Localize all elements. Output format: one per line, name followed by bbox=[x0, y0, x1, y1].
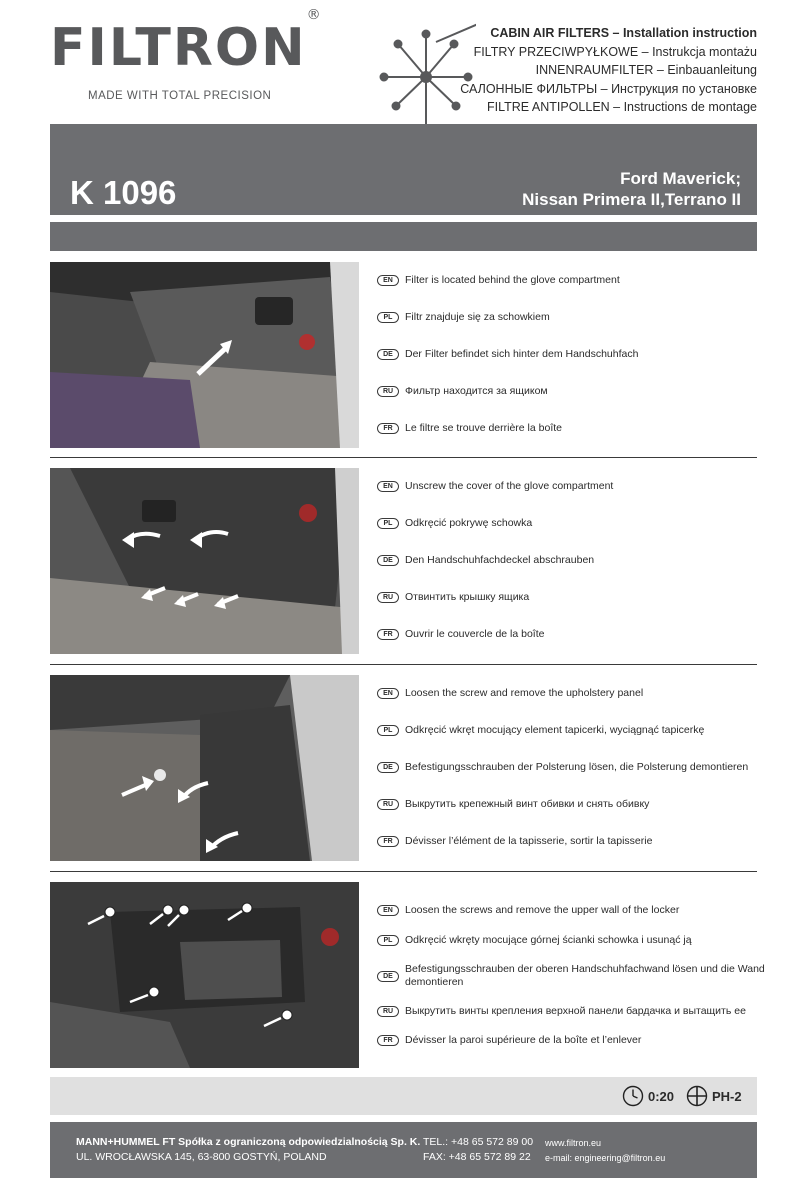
company-address: UL. WROCŁAWSKA 145, 63-800 GOSTYŃ, POLAND bbox=[76, 1151, 327, 1163]
step-4-pl: PL Odkręcić wkręty mocujące górnej ścianki schowka i usunąć ją bbox=[377, 934, 765, 947]
title-pl: FILTRY PRZECIWPYŁKOWE – Instrukcja montażu bbox=[473, 44, 757, 59]
lang-badge: PL bbox=[377, 312, 399, 323]
step-3-de: DE Befestigungsschrauben der Polsterung lösen, die Polsterung demontieren bbox=[377, 761, 765, 774]
step-divider bbox=[50, 457, 757, 458]
step-1 bbox=[50, 262, 757, 458]
vehicle-line-1: Ford Maverick; bbox=[620, 169, 741, 188]
title-fr: FILTRE ANTIPOLLEN – Instructions de montage bbox=[486, 100, 757, 114]
lang-badge: DE bbox=[377, 349, 399, 360]
step-3-fr: FR Dévisser l’élément de la tapisserie, sortir la tapisserie bbox=[377, 835, 765, 848]
company-email: e-mail: engineering@filtron.eu bbox=[545, 1153, 666, 1163]
install-time: 0:20 bbox=[648, 1089, 675, 1104]
step-3-pl: PL Odkręcić wkręt mocujący element tapicerki, wyciągnąć tapicerkę bbox=[377, 724, 765, 737]
step-divider bbox=[50, 664, 757, 665]
model-number: K 1096 bbox=[70, 174, 177, 211]
step-1-de: DE Der Filter befindet sich hinter dem Handschuhfach bbox=[377, 348, 765, 361]
step-2-de: DE Den Handschuhfachdeckel abschrauben bbox=[377, 554, 765, 567]
lang-badge: DE bbox=[377, 555, 399, 566]
step-1-fr: FR Le filtre se trouve derrière la boîte bbox=[377, 422, 765, 435]
lang-badge: PL bbox=[377, 518, 399, 529]
company-name: MANN+HUMMEL FT Spółka z ograniczoną odpowiedzialnością Sp. K. bbox=[76, 1136, 421, 1148]
divider-band bbox=[50, 222, 757, 251]
filtron-logo bbox=[50, 6, 323, 78]
lang-badge: EN bbox=[377, 275, 399, 286]
step-2-photo bbox=[50, 468, 359, 654]
step-4-en: EN Loosen the screws and remove the upper wall of the locker bbox=[377, 904, 765, 917]
tools-bar bbox=[50, 1077, 757, 1115]
screwdriver-size: PH-2 bbox=[712, 1089, 742, 1104]
phillips-screwdriver-icon bbox=[686, 1085, 708, 1107]
company-footer bbox=[50, 1122, 757, 1178]
step-1-photo bbox=[50, 262, 359, 448]
step-3 bbox=[50, 675, 757, 872]
lang-badge: PL bbox=[377, 935, 399, 946]
title-en: CABIN AIR FILTERS – Installation instruction bbox=[490, 26, 757, 40]
step-2 bbox=[50, 468, 757, 665]
vehicle-list bbox=[522, 168, 741, 210]
lang-badge: RU bbox=[377, 386, 399, 397]
lang-badge: PL bbox=[377, 725, 399, 736]
step-4-photo bbox=[50, 882, 359, 1068]
lang-badge: FR bbox=[377, 1035, 399, 1046]
step-2-pl: PL Odkręcić pokrywę schowka bbox=[377, 517, 765, 530]
step-2-en: EN Unscrew the cover of the glove compartment bbox=[377, 480, 765, 493]
company-phone: TEL.: +48 65 572 89 00 bbox=[423, 1136, 534, 1148]
step-1-ru: RU Фильтр находится за ящиком bbox=[377, 385, 765, 398]
title-ru: САЛОННЫЕ ФИЛЬТРЫ – Инструкция по установке bbox=[460, 81, 757, 96]
lang-badge: FR bbox=[377, 836, 399, 847]
title-de: INNENRAUMFILTER – Einbauanleitung bbox=[535, 63, 757, 77]
lang-badge: DE bbox=[377, 971, 399, 982]
step-2-fr: FR Ouvrir le couvercle de la boîte bbox=[377, 628, 765, 641]
lang-badge: EN bbox=[377, 688, 399, 699]
step-divider bbox=[50, 871, 757, 872]
lang-badge: EN bbox=[377, 905, 399, 916]
document-titles bbox=[460, 24, 757, 117]
lang-badge: RU bbox=[377, 1006, 399, 1017]
step-4-fr: FR Dévisser la paroi supérieure de la boîte et l’enlever bbox=[377, 1034, 765, 1047]
step-1-pl: PL Filtr znajduje się za schowkiem bbox=[377, 311, 765, 324]
clock-icon bbox=[622, 1085, 644, 1107]
company-website: www.filtron.eu bbox=[545, 1138, 602, 1148]
brand-tagline: MADE WITH TOTAL PRECISION bbox=[88, 90, 272, 102]
lang-badge: DE bbox=[377, 762, 399, 773]
lang-badge: FR bbox=[377, 423, 399, 434]
registered-mark: ® bbox=[306, 6, 323, 23]
company-fax: FAX: +48 65 572 89 22 bbox=[423, 1151, 531, 1163]
brand-name: FILTRON bbox=[50, 18, 307, 78]
step-2-ru: RU Отвинтить крышку ящика bbox=[377, 591, 765, 604]
step-3-en: EN Loosen the screw and remove the upholstery panel bbox=[377, 687, 765, 700]
vehicle-line-2: Nissan Primera II,Terrano II bbox=[522, 190, 741, 209]
step-4-ru: RU Выкрутить винты крепления верхной панели бардачка и вытащить ее bbox=[377, 1005, 765, 1018]
lang-badge: RU bbox=[377, 799, 399, 810]
model-banner bbox=[50, 124, 757, 215]
step-1-en: EN Filter is located behind the glove compartment bbox=[377, 274, 765, 287]
step-3-photo bbox=[50, 675, 359, 861]
lang-badge: RU bbox=[377, 592, 399, 603]
step-4 bbox=[50, 882, 765, 1068]
lang-badge: EN bbox=[377, 481, 399, 492]
lang-badge: FR bbox=[377, 629, 399, 640]
step-4-de: DE Befestigungsschrauben der oberen Handschuhfachwand lösen und die Wand demontieren bbox=[377, 963, 765, 989]
step-3-ru: RU Выкрутить крепежный винт обивки и снять обивку bbox=[377, 798, 765, 811]
